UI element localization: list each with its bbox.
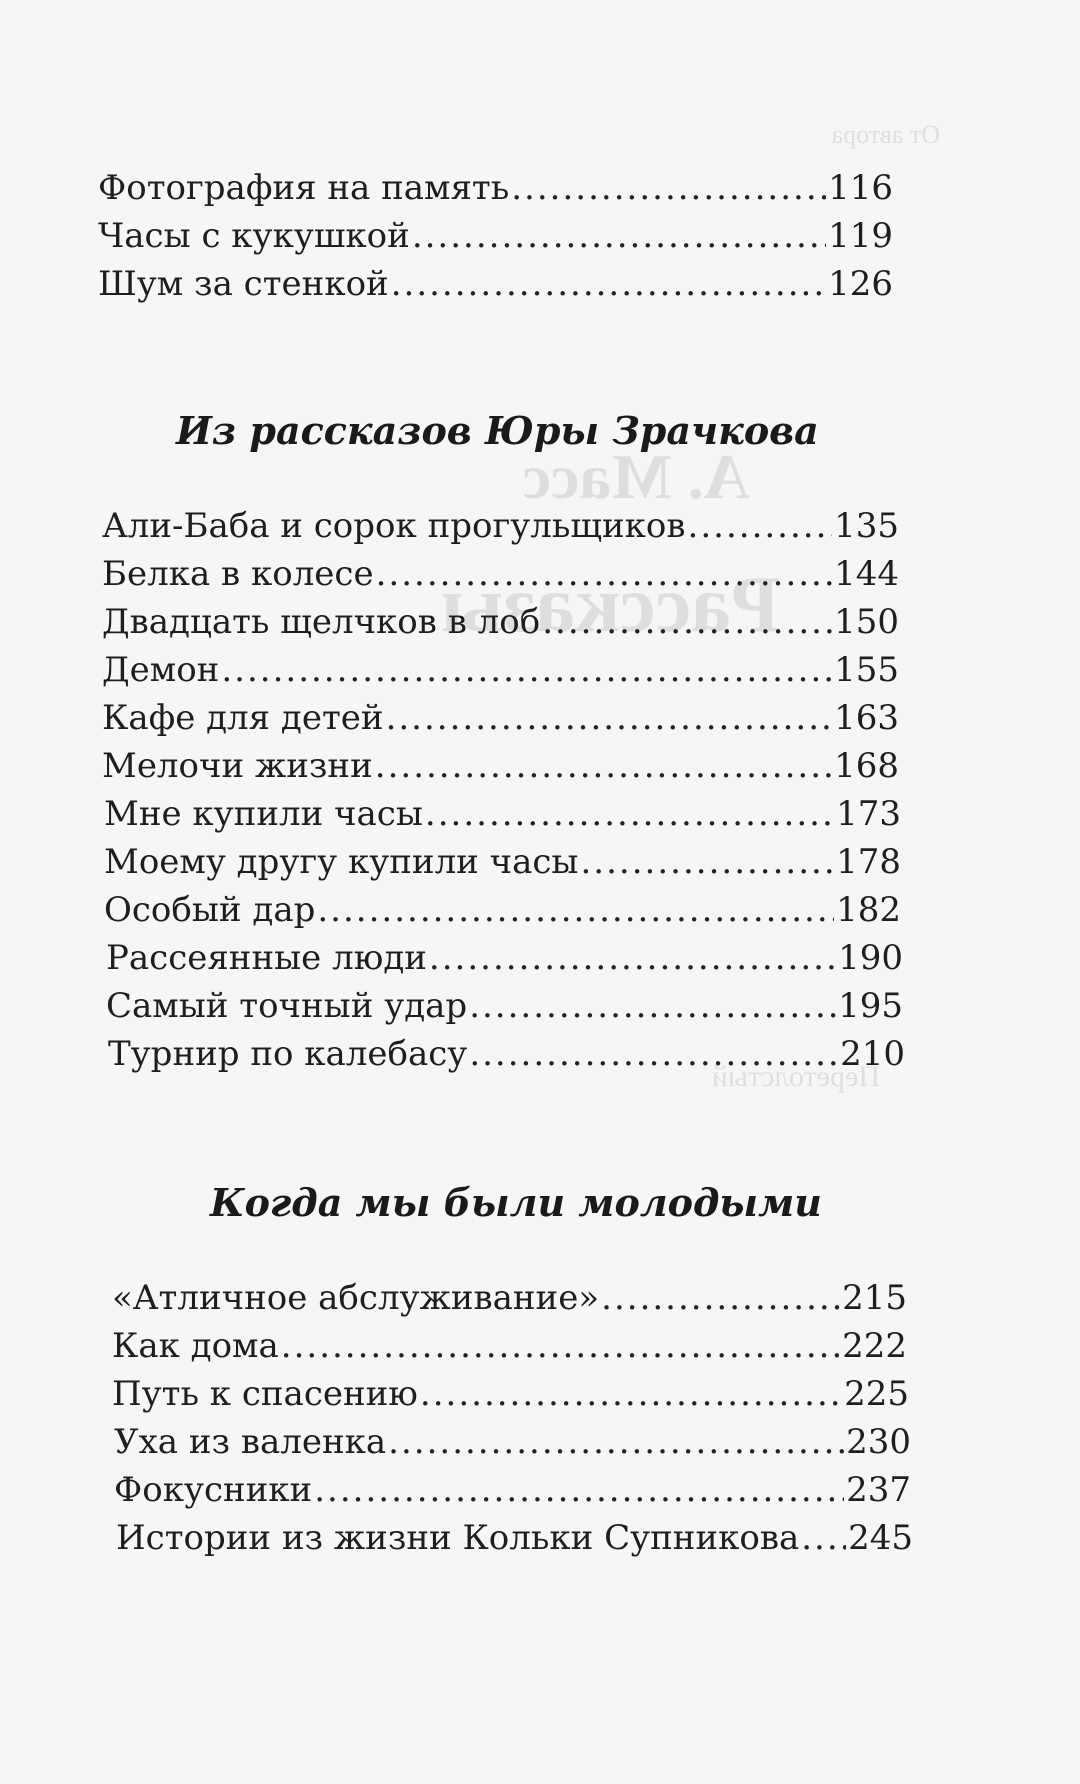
dot-leader	[601, 1274, 840, 1322]
dot-leader	[425, 790, 834, 838]
dot-leader	[511, 164, 826, 212]
toc-entry-page: 195	[838, 986, 903, 1026]
toc-entry[interactable]	[106, 934, 903, 982]
dot-leader	[317, 886, 834, 934]
toc-entry[interactable]	[102, 742, 899, 790]
toc-entry-title: Фотография на память	[98, 168, 510, 208]
toc-entry[interactable]	[104, 838, 901, 886]
toc-entry-page: 144	[834, 554, 899, 594]
toc-entry-page: 126	[828, 264, 893, 304]
toc-entry-title: Уха из валенка	[114, 1422, 387, 1462]
toc-entry-page: 182	[836, 890, 901, 930]
toc-entry[interactable]	[112, 1322, 907, 1370]
toc-entry-page: 168	[834, 746, 899, 786]
bleed-through-line: А. Масс	[522, 441, 750, 512]
section-title: Из рассказов Юры Зрачкова	[176, 408, 819, 453]
dot-leader	[469, 1030, 838, 1078]
toc-entry[interactable]	[114, 1466, 911, 1514]
toc-entry-title: Кафе для детей	[102, 698, 384, 738]
toc-entry[interactable]	[108, 1030, 905, 1078]
dot-leader	[376, 550, 833, 598]
dot-leader	[314, 1466, 844, 1514]
bleed-through-line: Перетолстый	[711, 1060, 880, 1093]
toc-entry-page: 190	[838, 938, 903, 978]
toc-entry-page: 116	[828, 168, 893, 208]
dot-leader	[542, 598, 832, 646]
toc-entry-title: Али-Баба и сорок прогульщиков	[102, 506, 686, 546]
toc-entry[interactable]	[102, 550, 899, 598]
toc-entry[interactable]	[98, 164, 893, 212]
toc-entry-title: Мне купили часы	[104, 794, 423, 834]
toc-entry[interactable]	[98, 260, 893, 308]
toc-entry-page: 237	[846, 1470, 911, 1510]
toc-entry-page: 150	[834, 602, 899, 642]
dot-leader	[469, 982, 836, 1030]
toc-entry-page: 222	[842, 1326, 907, 1366]
dot-leader	[429, 934, 836, 982]
toc-entry-page: 119	[828, 216, 893, 256]
toc-entry[interactable]	[102, 598, 899, 646]
toc-entry-title: Путь к спасению	[112, 1374, 418, 1414]
toc-entry[interactable]	[106, 982, 903, 1030]
toc-entry-page: 155	[834, 650, 899, 690]
toc-entry-page: 178	[836, 842, 901, 882]
toc-entry[interactable]	[116, 1514, 913, 1562]
toc-entry[interactable]	[102, 502, 899, 550]
toc-entry-title: Шум за стенкой	[98, 264, 389, 304]
toc-entry-title: Часы с кукушкой	[98, 216, 410, 256]
toc-entry[interactable]	[112, 1370, 909, 1418]
dot-leader	[581, 838, 835, 886]
toc-entry-page: 210	[840, 1034, 905, 1074]
toc-entry-page: 173	[836, 794, 901, 834]
toc-entry-title: Двадцать щелчков в лоб	[102, 602, 541, 642]
dot-leader	[375, 742, 832, 790]
toc-entry[interactable]	[104, 790, 901, 838]
toc-entry-page: 135	[834, 506, 899, 546]
toc-entry-title: Самый точный удар	[106, 986, 468, 1026]
toc-entry[interactable]	[112, 1274, 907, 1322]
toc-entry-title: Моему другу купили часы	[104, 842, 579, 882]
bleed-through-line: От автора	[831, 120, 940, 149]
toc-entry[interactable]	[102, 694, 899, 742]
toc-entry[interactable]	[102, 646, 899, 694]
toc-entry-title: Турнир по калебасу	[108, 1034, 468, 1074]
toc-entry-title: Рассеянные люди	[106, 938, 427, 978]
toc-entry-title: Белка в колесе	[102, 554, 374, 594]
dot-leader	[801, 1514, 846, 1562]
toc-entry-title: Демон	[102, 650, 220, 690]
toc-entry-title: «Атличное абслуживание»	[112, 1278, 600, 1318]
toc-entry-title: Особый дар	[104, 890, 316, 930]
toc-entry[interactable]	[98, 212, 893, 260]
toc-entry[interactable]	[104, 886, 901, 934]
dot-leader	[386, 694, 833, 742]
section-title: Когда мы были молодыми	[210, 1180, 822, 1225]
toc-entry-page: 163	[834, 698, 899, 738]
toc-entry-title: Как дома	[112, 1326, 279, 1366]
bleed-through-line: Рассказы	[440, 561, 780, 649]
dot-leader	[688, 502, 833, 550]
toc-entry[interactable]	[114, 1418, 911, 1466]
toc-entry-title: Истории из жизни Кольки Супникова	[116, 1518, 800, 1558]
dot-leader	[388, 1418, 844, 1466]
toc-entry-page: 225	[844, 1374, 909, 1414]
dot-leader	[221, 646, 832, 694]
toc-entry-page: 230	[846, 1422, 911, 1462]
dot-leader	[420, 1370, 842, 1418]
toc-entry-title: Мелочи жизни	[102, 746, 373, 786]
toc-entry-title: Фокусники	[114, 1470, 313, 1510]
toc-entry-page: 245	[848, 1518, 913, 1558]
toc-entry-page: 215	[842, 1278, 907, 1318]
dot-leader	[281, 1322, 840, 1370]
dot-leader	[412, 212, 826, 260]
dot-leader	[391, 260, 826, 308]
